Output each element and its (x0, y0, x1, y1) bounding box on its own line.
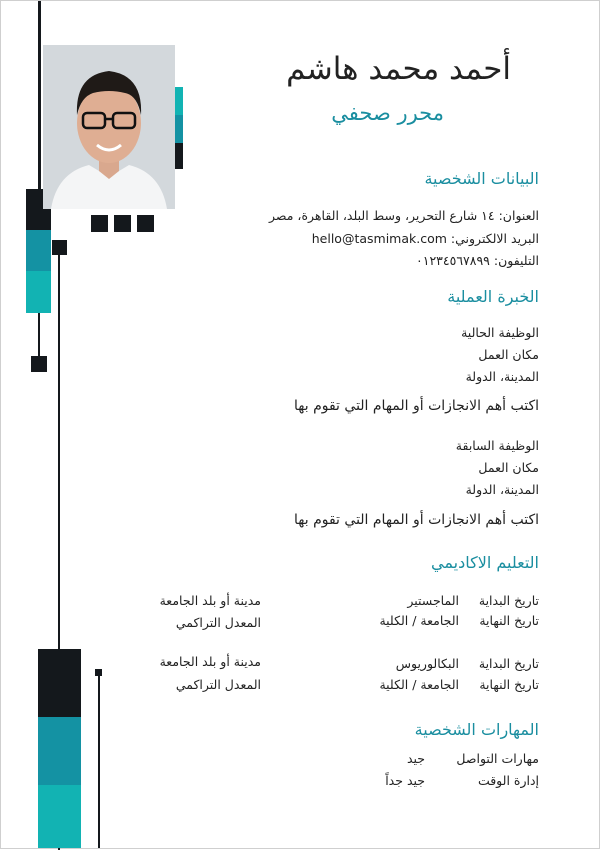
education-section-title: التعليم الاكاديمي (431, 553, 539, 572)
edu-start-date: تاريخ البداية (478, 593, 539, 608)
skill-name: إدارة الوقت (477, 773, 539, 788)
edu-gpa: المعدل التراكمي (175, 677, 261, 692)
email-label: البريد الالكتروني: (450, 231, 539, 246)
job-location: المدينة، الدولة (465, 482, 539, 497)
email-line (312, 231, 539, 246)
deco-square-row-3 (137, 215, 154, 232)
deco-bottom-small-square (95, 669, 102, 676)
edu-city: مدينة أو بلد الجامعة (159, 593, 261, 608)
personal-section-title: البيانات الشخصية (424, 169, 539, 188)
skill-name: مهارات التواصل (456, 751, 539, 766)
skills-section-title: المهارات الشخصية (414, 720, 539, 739)
candidate-name: أحمد محمد هاشم (286, 51, 511, 87)
deco-bottom-block-black (38, 649, 81, 717)
edu-gpa: المعدل التراكمي (175, 615, 261, 630)
job-title: محرر صحفي (331, 101, 444, 125)
edu-degree: الماجستير (407, 593, 459, 608)
job-position: الوظيفة الحالية (461, 325, 539, 340)
experience-section-title: الخبرة العملية (447, 287, 539, 306)
job-location: المدينة، الدولة (465, 369, 539, 384)
deco-square-row-1 (91, 215, 108, 232)
job-tasks: اكتب أهم الانجازات أو المهام التي تقوم بها (294, 512, 539, 528)
skill-level: جيد (406, 751, 425, 766)
edu-end-date: تاريخ النهاية (479, 613, 539, 628)
profile-photo (43, 45, 175, 209)
job-position: الوظيفة السابقة (455, 438, 539, 453)
deco-square-row-2 (114, 215, 131, 232)
edu-university: الجامعة / الكلية (379, 677, 459, 692)
job-tasks: اكتب أهم الانجازات أو المهام التي تقوم بها (294, 398, 539, 414)
job-workplace: مكان العمل (478, 347, 539, 362)
edu-city: مدينة أو بلد الجامعة (159, 654, 261, 669)
deco-block-teal (26, 230, 51, 271)
edu-university: الجامعة / الكلية (379, 613, 459, 628)
email-value: hello@tasmimak.com (311, 231, 447, 246)
edu-degree: البكالوريوس (395, 656, 459, 671)
address-line: العنوان: ١٤ شارع التحرير، وسط البلد، القاهرة، مصر (269, 208, 539, 223)
job-workplace: مكان العمل (478, 460, 539, 475)
deco-bottom-thin-line (98, 676, 100, 848)
deco-vertical-line-top (38, 1, 41, 191)
person-avatar-icon (43, 45, 175, 209)
deco-bottom-block-light-teal (38, 785, 81, 848)
skill-level: جيد جداً (385, 773, 425, 788)
phone-line: التليفون: ٠١٢٣٤٥٦٧٨٩٩ (416, 253, 539, 268)
edu-end-date: تاريخ النهاية (479, 677, 539, 692)
edu-start-date: تاريخ البداية (478, 656, 539, 671)
deco-small-square-mid (52, 240, 67, 255)
deco-block-light-teal (26, 271, 51, 313)
deco-bottom-block-teal (38, 717, 81, 785)
deco-small-square-left (31, 356, 47, 372)
